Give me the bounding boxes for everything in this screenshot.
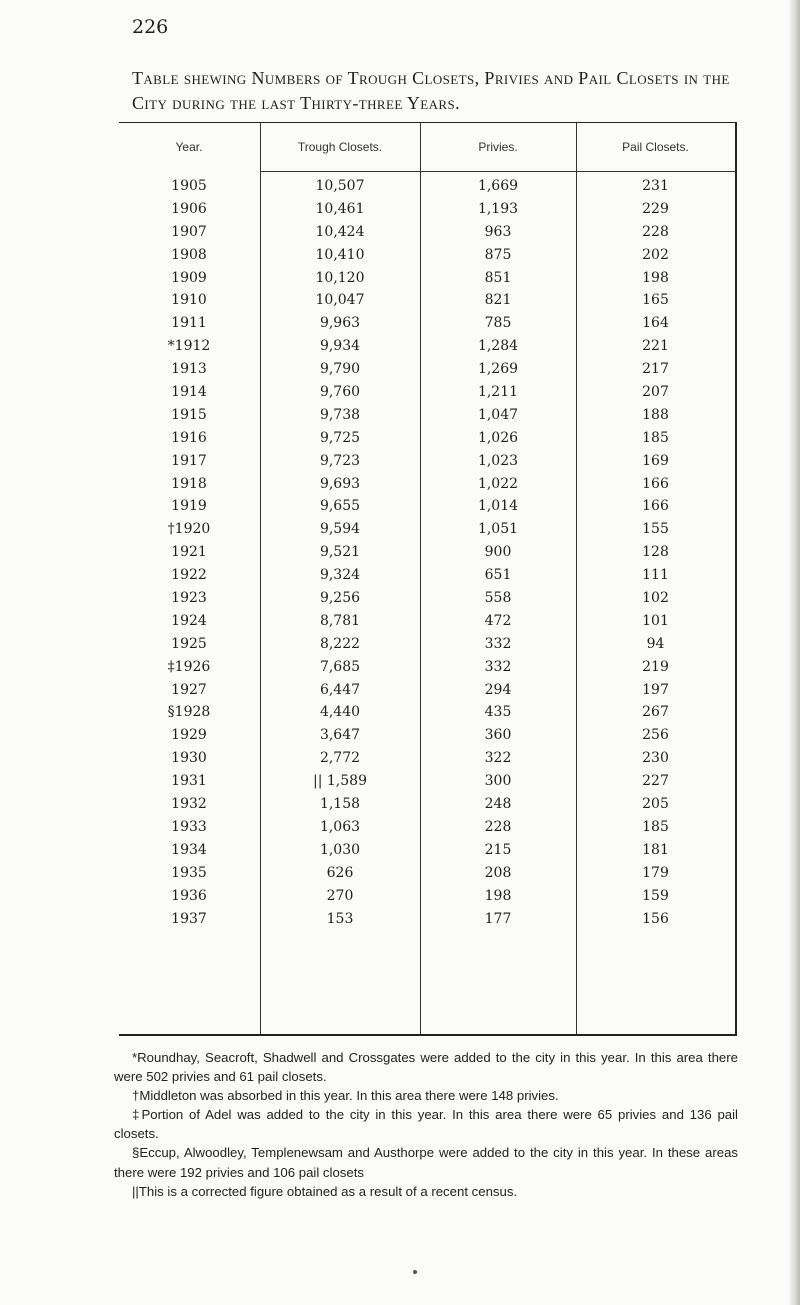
- cell-privies: 1,669: [477, 178, 519, 194]
- table-row: [119, 862, 735, 885]
- cell-trough-closets: 9,934: [319, 338, 361, 355]
- table-row: [119, 656, 735, 679]
- table-row: [119, 473, 735, 496]
- table-row: [119, 198, 735, 221]
- cell-year: 1932: [171, 796, 207, 813]
- table-row: [119, 701, 735, 724]
- cell-year: 1907: [171, 223, 207, 240]
- table-row: [119, 724, 735, 747]
- cell-trough-closets: 9,760: [319, 384, 361, 401]
- cell-privies: 1,047: [477, 406, 519, 423]
- cell-trough-closets: 7,685: [319, 658, 361, 675]
- cell-year: 1908: [171, 246, 207, 263]
- cell-privies: 651: [484, 567, 512, 584]
- footnote: ‡Portion of Adel was added to the city in this year. In this area there were 65 privies and 136 pail closets.: [114, 1107, 738, 1142]
- table-row: [119, 404, 735, 427]
- cell-privies: 1,023: [477, 452, 519, 469]
- cell-year: 1915: [171, 406, 207, 423]
- cell-year: 1924: [171, 612, 207, 629]
- cell-pail-closets: 229: [642, 200, 669, 217]
- cell-privies: 1,284: [477, 338, 519, 355]
- cell-privies: 1,211: [477, 384, 519, 401]
- cell-pail-closets: 198: [642, 269, 669, 286]
- cell-privies: 821: [484, 292, 512, 309]
- cell-year: §1928: [167, 704, 211, 721]
- footnote: †Middleton was absorbed in this year. In this area there were 148 privies.: [132, 1088, 559, 1104]
- footnote: *Roundhay, Seacroft, Shadwell and Crossgates were added to the city in this year. In this area there were 502 privies and 61 pail closets.: [114, 1050, 738, 1085]
- cell-trough-closets: 9,725: [319, 429, 361, 446]
- cell-pail-closets: 181: [642, 841, 669, 858]
- cell-trough-closets: || 1,589: [313, 773, 367, 790]
- cell-trough-closets: 10,120: [315, 269, 365, 286]
- table-row: [119, 450, 735, 473]
- cell-pail-closets: 221: [642, 338, 669, 355]
- cell-privies: 1,269: [477, 361, 519, 378]
- ink-speck: [413, 1270, 417, 1274]
- cell-trough-closets: 270: [326, 887, 354, 904]
- cell-pail-closets: 164: [642, 315, 669, 332]
- cell-trough-closets: 9,594: [319, 521, 361, 538]
- cell-privies: 208: [484, 864, 512, 881]
- cell-year: 1925: [171, 635, 207, 652]
- cell-pail-closets: 111: [642, 567, 669, 584]
- table-row: [119, 908, 735, 931]
- cell-trough-closets: 9,693: [319, 475, 361, 492]
- cell-privies: 1,051: [477, 521, 519, 538]
- cell-privies: 215: [484, 841, 512, 858]
- table-row: [119, 747, 735, 770]
- cell-pail-closets: 156: [642, 910, 669, 927]
- cell-privies: 1,026: [477, 429, 519, 446]
- table-row: [119, 289, 735, 312]
- table-row: [119, 770, 735, 793]
- cell-year: *1912: [167, 338, 211, 355]
- cell-year: 1935: [171, 864, 207, 881]
- cell-privies: 875: [484, 246, 512, 263]
- cell-pail-closets: 94: [646, 635, 665, 652]
- cell-trough-closets: 9,723: [319, 452, 361, 469]
- cell-privies: 228: [484, 818, 512, 835]
- cell-year: 1922: [171, 567, 207, 584]
- page-number: 226: [132, 16, 169, 38]
- cell-trough-closets: 153: [326, 910, 354, 927]
- cell-pail-closets: 169: [642, 452, 669, 469]
- table-row: [119, 358, 735, 381]
- cell-trough-closets: 1,158: [319, 796, 361, 813]
- cell-trough-closets: 3,647: [319, 727, 361, 744]
- cell-pail-closets: 185: [642, 818, 669, 835]
- table-row: [119, 518, 735, 541]
- cell-year: 1930: [171, 750, 207, 767]
- header-year: Year.: [175, 140, 203, 154]
- cell-privies: 851: [484, 269, 512, 286]
- cell-pail-closets: 217: [642, 361, 669, 378]
- cell-year: 1916: [171, 429, 207, 446]
- cell-privies: 1,193: [477, 200, 519, 217]
- cell-trough-closets: 4,440: [319, 704, 361, 721]
- cell-privies: 1,022: [477, 475, 519, 492]
- cell-privies: 360: [484, 727, 512, 744]
- cell-pail-closets: 188: [642, 406, 669, 423]
- cell-trough-closets: 9,256: [319, 590, 361, 607]
- table-row: [119, 244, 735, 267]
- cell-trough-closets: 10,424: [315, 223, 365, 240]
- cell-pail-closets: 231: [642, 178, 669, 194]
- cell-year: 1913: [171, 361, 207, 378]
- table-row: [119, 885, 735, 908]
- cell-year: 1936: [171, 887, 207, 904]
- cell-pail-closets: 219: [642, 658, 669, 675]
- cell-year: 1931: [171, 773, 207, 790]
- cell-pail-closets: 102: [642, 590, 669, 607]
- cell-year: 1914: [171, 384, 207, 401]
- table-row: [119, 312, 735, 335]
- footnote: ||This is a corrected figure obtained as a result of a recent census.: [132, 1183, 518, 1199]
- cell-privies: 332: [484, 658, 512, 675]
- cell-privies: 900: [484, 544, 512, 561]
- table-row: [119, 221, 735, 244]
- cell-privies: 1,014: [477, 498, 519, 515]
- cell-trough-closets: 1,063: [319, 818, 361, 835]
- cell-year: 1937: [171, 910, 207, 927]
- cell-pail-closets: 227: [642, 773, 669, 790]
- cell-year: ‡1926: [167, 658, 211, 675]
- cell-trough-closets: 1,030: [319, 841, 361, 858]
- cell-trough-closets: 8,222: [319, 635, 361, 652]
- cell-pail-closets: 155: [642, 521, 669, 538]
- cell-year: 1917: [171, 452, 207, 469]
- cell-privies: 177: [484, 910, 512, 927]
- cell-trough-closets: 9,738: [319, 406, 361, 423]
- cell-trough-closets: 10,507: [315, 178, 365, 194]
- table-title: Table shewing Numbers of Trough Closets, Privies and Pail Closets in the City during the last Thirty-three Years.: [132, 68, 730, 113]
- table-row: [119, 427, 735, 450]
- cell-trough-closets: 8,781: [319, 612, 361, 629]
- header-pail-closets: Pail Closets.: [622, 140, 689, 154]
- cell-year: 1934: [171, 841, 207, 858]
- table-row: [119, 839, 735, 862]
- cell-trough-closets: 2,772: [319, 750, 361, 767]
- cell-privies: 294: [484, 681, 512, 698]
- table-row: [119, 679, 735, 702]
- cell-privies: 198: [484, 887, 512, 904]
- cell-pail-closets: 165: [642, 292, 669, 309]
- cell-pail-closets: 101: [642, 612, 669, 629]
- table-row: [119, 495, 735, 518]
- cell-privies: 963: [484, 223, 512, 240]
- cell-trough-closets: 9,790: [319, 361, 361, 378]
- cell-year: 1906: [171, 200, 207, 217]
- table-row: [119, 267, 735, 290]
- cell-year: 1933: [171, 818, 207, 835]
- cell-trough-closets: 9,324: [319, 567, 361, 584]
- cell-pail-closets: 230: [642, 750, 669, 767]
- footnote: §Eccup, Alwoodley, Templenewsam and Austhorpe were added to the city in this year. In these areas there were 192 privies and 106 pail closets: [114, 1145, 738, 1180]
- cell-privies: 435: [484, 704, 512, 721]
- cell-year: 1923: [171, 590, 207, 607]
- table-row: [119, 633, 735, 656]
- header-trough-closets: Trough Closets.: [297, 140, 383, 154]
- cell-year: 1911: [171, 315, 207, 332]
- table-row: [119, 175, 735, 198]
- cell-trough-closets: 10,461: [315, 200, 365, 217]
- cell-year: 1910: [171, 292, 207, 309]
- cell-trough-closets: 10,410: [315, 246, 365, 263]
- cell-privies: 785: [484, 315, 512, 332]
- closets-table: [119, 122, 737, 1036]
- cell-pail-closets: 207: [642, 384, 669, 401]
- cell-pail-closets: 228: [642, 223, 669, 240]
- table-row: [119, 564, 735, 587]
- cell-pail-closets: 202: [642, 246, 669, 263]
- cell-privies: 332: [484, 635, 512, 652]
- cell-year: 1909: [171, 269, 207, 286]
- cell-trough-closets: 9,655: [319, 498, 361, 515]
- cell-pail-closets: 197: [642, 681, 669, 698]
- cell-privies: 300: [484, 773, 512, 790]
- header-rule: [260, 171, 735, 172]
- footnotes: [114, 1048, 738, 1201]
- cell-year: †1920: [167, 521, 211, 538]
- cell-privies: 472: [484, 612, 512, 629]
- table-row: [119, 610, 735, 633]
- scan-edge: [788, 0, 800, 1305]
- table-header: [119, 123, 735, 171]
- cell-pail-closets: 159: [642, 887, 669, 904]
- table-row: [119, 793, 735, 816]
- cell-pail-closets: 128: [642, 544, 669, 561]
- table-row: [119, 381, 735, 404]
- table-row: [119, 335, 735, 358]
- table-row: [119, 541, 735, 564]
- cell-year: 1905: [171, 178, 207, 194]
- cell-pail-closets: 166: [642, 498, 669, 515]
- cell-trough-closets: 9,963: [319, 315, 361, 332]
- cell-year: 1919: [171, 498, 207, 515]
- header-privies: Privies.: [478, 140, 518, 154]
- cell-trough-closets: 6,447: [319, 681, 361, 698]
- cell-pail-closets: 256: [642, 727, 669, 744]
- cell-year: 1921: [171, 544, 207, 561]
- cell-privies: 248: [484, 796, 512, 813]
- cell-trough-closets: 10,047: [315, 292, 365, 309]
- cell-pail-closets: 166: [642, 475, 669, 492]
- table-row: [119, 587, 735, 610]
- cell-pail-closets: 179: [642, 864, 669, 881]
- cell-year: 1918: [171, 475, 207, 492]
- cell-pail-closets: 205: [642, 796, 669, 813]
- cell-privies: 558: [484, 590, 512, 607]
- table-body: [119, 175, 735, 930]
- cell-trough-closets: 9,521: [319, 544, 361, 561]
- cell-pail-closets: 267: [642, 704, 669, 721]
- cell-pail-closets: 185: [642, 429, 669, 446]
- table-row: [119, 816, 735, 839]
- cell-privies: 322: [484, 750, 512, 767]
- cell-year: 1927: [171, 681, 207, 698]
- cell-year: 1929: [171, 727, 207, 744]
- cell-trough-closets: 626: [326, 864, 354, 881]
